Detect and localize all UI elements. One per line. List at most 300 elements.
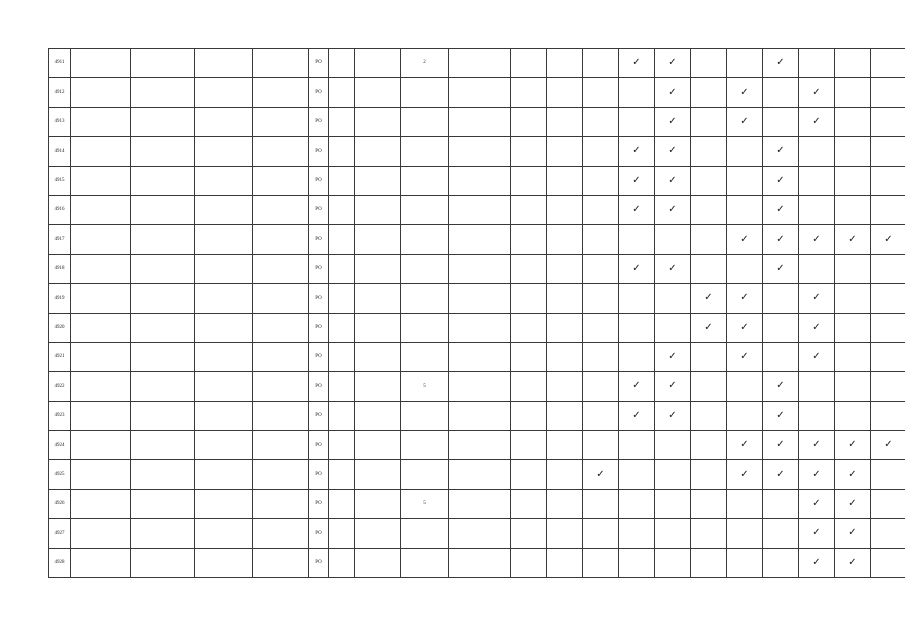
work-type-cell-6 [691,460,727,489]
work-type-cell-8 [763,519,799,548]
work-type-cell-4 [619,166,655,195]
work-type-cell-9 [799,166,835,195]
checkmark-icon: ✓ [812,439,821,451]
work-type-cell-9 [799,49,835,78]
row-number: 4926 [49,489,71,518]
work-type-cell-9 [799,401,835,430]
table-row [49,107,905,136]
area-cell [355,489,401,518]
checkmark-icon: ✓ [776,145,785,157]
checkmark-icon: ✓ [632,204,641,216]
work-type-cell-11 [871,137,905,166]
row-number: 4915 [49,166,71,195]
build-year-cell [329,431,355,460]
work-type-cell-1 [511,195,547,224]
table-row [49,489,905,518]
address-cell [195,254,253,283]
checkmark-icon: ✓ [812,527,821,539]
work-type-cell-3 [583,225,619,254]
work-type-cell-9 [799,225,835,254]
house-guid-cell [253,166,309,195]
work-type-cell-6 [691,342,727,371]
district-cell [71,489,131,518]
ownership-type-cell: РО [309,49,329,78]
work-type-cell-9 [799,107,835,136]
work-type-cell-1 [511,284,547,313]
checkmark-icon: ✓ [632,262,641,274]
work-type-cell-10 [835,460,871,489]
work-type-cell-11 [871,225,905,254]
checkmark-icon: ✓ [740,292,749,304]
checkmark-icon: ✓ [668,57,677,69]
capital-repair-register-table [48,48,905,578]
checkmark-icon: ✓ [740,468,749,480]
count-cell [401,225,449,254]
checkmark-icon: ✓ [776,204,785,216]
checkmark-icon: ✓ [776,174,785,186]
work-type-cell-1 [511,49,547,78]
build-year-cell [329,460,355,489]
area-cell [355,460,401,489]
municipality-cell [131,431,195,460]
work-type-cell-2 [547,137,583,166]
checkmark-icon: ✓ [740,439,749,451]
row-number: 4927 [49,519,71,548]
build-year-cell [329,49,355,78]
work-type-cell-10 [835,431,871,460]
house-guid-cell [253,519,309,548]
works-cell [449,342,511,371]
work-type-cell-3 [583,49,619,78]
table-row [49,284,905,313]
work-type-cell-5 [655,49,691,78]
district-cell [71,225,131,254]
work-type-cell-5 [655,489,691,518]
table-row [49,460,905,489]
district-cell [71,137,131,166]
area-cell [355,78,401,107]
build-year-cell [329,284,355,313]
address-cell [195,431,253,460]
house-guid-cell [253,107,309,136]
checkmark-icon: ✓ [812,556,821,568]
checkmark-icon: ✓ [776,468,785,480]
checkmark-icon: ✓ [848,468,857,480]
work-type-cell-9 [799,254,835,283]
work-type-cell-11 [871,519,905,548]
work-type-cell-7 [727,519,763,548]
work-type-cell-6 [691,284,727,313]
row-number: 4928 [49,548,71,577]
checkmark-icon: ✓ [704,321,713,333]
work-type-cell-11 [871,166,905,195]
work-type-cell-9 [799,342,835,371]
build-year-cell [329,78,355,107]
work-type-cell-10 [835,489,871,518]
row-number: 4919 [49,284,71,313]
work-type-cell-10 [835,166,871,195]
checkmark-icon: ✓ [812,86,821,98]
municipality-cell [131,195,195,224]
municipality-cell [131,313,195,342]
address-cell [195,401,253,430]
build-year-cell [329,107,355,136]
district-cell [71,342,131,371]
work-type-cell-4 [619,225,655,254]
work-type-cell-2 [547,519,583,548]
work-type-cell-2 [547,107,583,136]
works-cell [449,372,511,401]
district-cell [71,254,131,283]
count-cell [401,137,449,166]
ownership-type-cell: РО [309,225,329,254]
work-type-cell-7 [727,372,763,401]
work-type-cell-6 [691,166,727,195]
work-type-cell-10 [835,195,871,224]
row-number: 4916 [49,195,71,224]
works-cell [449,166,511,195]
work-type-cell-8 [763,372,799,401]
municipality-cell [131,137,195,166]
area-cell [355,431,401,460]
work-type-cell-7 [727,284,763,313]
work-type-cell-6 [691,254,727,283]
house-guid-cell [253,342,309,371]
work-type-cell-6 [691,195,727,224]
work-type-cell-4 [619,489,655,518]
work-type-cell-7 [727,49,763,78]
work-type-cell-7 [727,166,763,195]
work-type-cell-5 [655,401,691,430]
row-number: 4911 [49,49,71,78]
checkmark-icon: ✓ [668,86,677,98]
ownership-type-cell: РО [309,401,329,430]
address-cell [195,225,253,254]
house-guid-cell [253,431,309,460]
checkmark-icon: ✓ [812,292,821,304]
work-type-cell-2 [547,166,583,195]
table-row [49,401,905,430]
build-year-cell [329,254,355,283]
checkmark-icon: ✓ [668,174,677,186]
work-type-cell-1 [511,372,547,401]
work-type-cell-1 [511,460,547,489]
house-guid-cell [253,460,309,489]
work-type-cell-8 [763,49,799,78]
works-cell [449,225,511,254]
work-type-cell-9 [799,489,835,518]
work-type-cell-10 [835,284,871,313]
work-type-cell-7 [727,313,763,342]
work-type-cell-5 [655,137,691,166]
area-cell [355,137,401,166]
district-cell [71,372,131,401]
municipality-cell [131,548,195,577]
work-type-cell-11 [871,49,905,78]
count-cell: 2 [401,49,449,78]
work-type-cell-10 [835,401,871,430]
area-cell [355,372,401,401]
work-type-cell-8 [763,460,799,489]
work-type-cell-5 [655,225,691,254]
house-guid-cell [253,225,309,254]
row-number: 4922 [49,372,71,401]
municipality-cell [131,284,195,313]
count-cell [401,78,449,107]
checkmark-icon: ✓ [776,439,785,451]
work-type-cell-5 [655,431,691,460]
work-type-cell-7 [727,107,763,136]
work-type-cell-6 [691,372,727,401]
work-type-cell-9 [799,519,835,548]
checkmark-icon: ✓ [668,145,677,157]
works-cell [449,401,511,430]
address-cell [195,460,253,489]
table-row [49,342,905,371]
checkmark-icon: ✓ [884,439,893,451]
checkmark-icon: ✓ [776,262,785,274]
count-cell [401,195,449,224]
build-year-cell [329,195,355,224]
work-type-cell-10 [835,548,871,577]
work-type-cell-1 [511,431,547,460]
house-guid-cell [253,548,309,577]
area-cell [355,225,401,254]
work-type-cell-10 [835,78,871,107]
checkmark-icon: ✓ [668,204,677,216]
work-type-cell-1 [511,489,547,518]
work-type-cell-1 [511,401,547,430]
district-cell [71,284,131,313]
build-year-cell [329,137,355,166]
address-cell [195,195,253,224]
area-cell [355,195,401,224]
area-cell [355,49,401,78]
address-cell [195,284,253,313]
work-type-cell-4 [619,372,655,401]
ownership-type-cell: РО [309,313,329,342]
work-type-cell-1 [511,254,547,283]
works-cell [449,49,511,78]
work-type-cell-5 [655,78,691,107]
works-cell [449,548,511,577]
work-type-cell-11 [871,342,905,371]
checkmark-icon: ✓ [668,115,677,127]
area-cell [355,342,401,371]
work-type-cell-5 [655,166,691,195]
address-cell [195,313,253,342]
work-type-cell-1 [511,225,547,254]
municipality-cell [131,78,195,107]
register-rows [49,49,905,578]
build-year-cell [329,548,355,577]
count-cell [401,166,449,195]
address-cell [195,137,253,166]
work-type-cell-6 [691,313,727,342]
ownership-type-cell: РО [309,519,329,548]
checkmark-icon: ✓ [596,468,605,480]
checkmark-icon: ✓ [848,556,857,568]
build-year-cell [329,519,355,548]
work-type-cell-3 [583,372,619,401]
work-type-cell-9 [799,78,835,107]
work-type-cell-6 [691,431,727,460]
works-cell [449,195,511,224]
work-type-cell-3 [583,342,619,371]
work-type-cell-2 [547,49,583,78]
municipality-cell [131,372,195,401]
work-type-cell-4 [619,195,655,224]
build-year-cell [329,166,355,195]
row-number: 4921 [49,342,71,371]
works-cell [449,431,511,460]
works-cell [449,284,511,313]
work-type-cell-11 [871,372,905,401]
checkmark-icon: ✓ [668,409,677,421]
count-cell: 5 [401,489,449,518]
municipality-cell [131,401,195,430]
row-number: 4923 [49,401,71,430]
work-type-cell-1 [511,342,547,371]
work-type-cell-7 [727,225,763,254]
work-type-cell-8 [763,137,799,166]
work-type-cell-7 [727,195,763,224]
ownership-type-cell: РО [309,548,329,577]
work-type-cell-3 [583,519,619,548]
work-type-cell-2 [547,431,583,460]
address-cell [195,107,253,136]
house-guid-cell [253,489,309,518]
work-type-cell-6 [691,49,727,78]
area-cell [355,166,401,195]
work-type-cell-3 [583,107,619,136]
ownership-type-cell: РО [309,78,329,107]
work-type-cell-10 [835,372,871,401]
checkmark-icon: ✓ [812,115,821,127]
checkmark-icon: ✓ [776,57,785,69]
work-type-cell-2 [547,254,583,283]
work-type-cell-8 [763,401,799,430]
work-type-cell-4 [619,78,655,107]
work-type-cell-9 [799,195,835,224]
work-type-cell-4 [619,107,655,136]
district-cell [71,166,131,195]
ownership-type-cell: РО [309,195,329,224]
municipality-cell [131,49,195,78]
ownership-type-cell: РО [309,166,329,195]
address-cell [195,166,253,195]
work-type-cell-8 [763,225,799,254]
row-number: 4912 [49,78,71,107]
work-type-cell-6 [691,548,727,577]
work-type-cell-5 [655,372,691,401]
house-guid-cell [253,284,309,313]
work-type-cell-5 [655,548,691,577]
house-guid-cell [253,401,309,430]
ownership-type-cell: РО [309,137,329,166]
checkmark-icon: ✓ [812,321,821,333]
count-cell: 5 [401,372,449,401]
work-type-cell-6 [691,489,727,518]
row-number: 4914 [49,137,71,166]
work-type-cell-3 [583,78,619,107]
works-cell [449,254,511,283]
row-number: 4917 [49,225,71,254]
works-cell [449,460,511,489]
work-type-cell-1 [511,107,547,136]
row-number: 4913 [49,107,71,136]
work-type-cell-7 [727,431,763,460]
row-number: 4918 [49,254,71,283]
district-cell [71,431,131,460]
ownership-type-cell: РО [309,342,329,371]
work-type-cell-1 [511,78,547,107]
work-type-cell-1 [511,137,547,166]
work-type-cell-9 [799,284,835,313]
district-cell [71,195,131,224]
checkmark-icon: ✓ [704,292,713,304]
count-cell [401,254,449,283]
work-type-cell-9 [799,372,835,401]
work-type-cell-10 [835,342,871,371]
checkmark-icon: ✓ [776,380,785,392]
checkmark-icon: ✓ [740,115,749,127]
work-type-cell-4 [619,519,655,548]
work-type-cell-8 [763,431,799,460]
work-type-cell-9 [799,460,835,489]
work-type-cell-6 [691,401,727,430]
work-type-cell-7 [727,548,763,577]
work-type-cell-10 [835,107,871,136]
municipality-cell [131,166,195,195]
municipality-cell [131,254,195,283]
row-number: 4920 [49,313,71,342]
work-type-cell-5 [655,519,691,548]
work-type-cell-9 [799,137,835,166]
build-year-cell [329,313,355,342]
municipality-cell [131,107,195,136]
work-type-cell-1 [511,166,547,195]
ownership-type-cell: РО [309,460,329,489]
district-cell [71,78,131,107]
work-type-cell-6 [691,225,727,254]
ownership-type-cell: РО [309,431,329,460]
work-type-cell-6 [691,519,727,548]
work-type-cell-8 [763,548,799,577]
house-guid-cell [253,78,309,107]
work-type-cell-5 [655,107,691,136]
checkmark-icon: ✓ [632,145,641,157]
work-type-cell-7 [727,401,763,430]
work-type-cell-2 [547,489,583,518]
checkmark-icon: ✓ [668,380,677,392]
work-type-cell-2 [547,195,583,224]
works-cell [449,489,511,518]
checkmark-icon: ✓ [776,233,785,245]
ownership-type-cell: РО [309,284,329,313]
work-type-cell-3 [583,284,619,313]
work-type-cell-11 [871,107,905,136]
table-row [49,137,905,166]
address-cell [195,372,253,401]
area-cell [355,548,401,577]
works-cell [449,519,511,548]
count-cell [401,313,449,342]
work-type-cell-9 [799,431,835,460]
work-type-cell-2 [547,460,583,489]
table-row [49,78,905,107]
checkmark-icon: ✓ [848,498,857,510]
